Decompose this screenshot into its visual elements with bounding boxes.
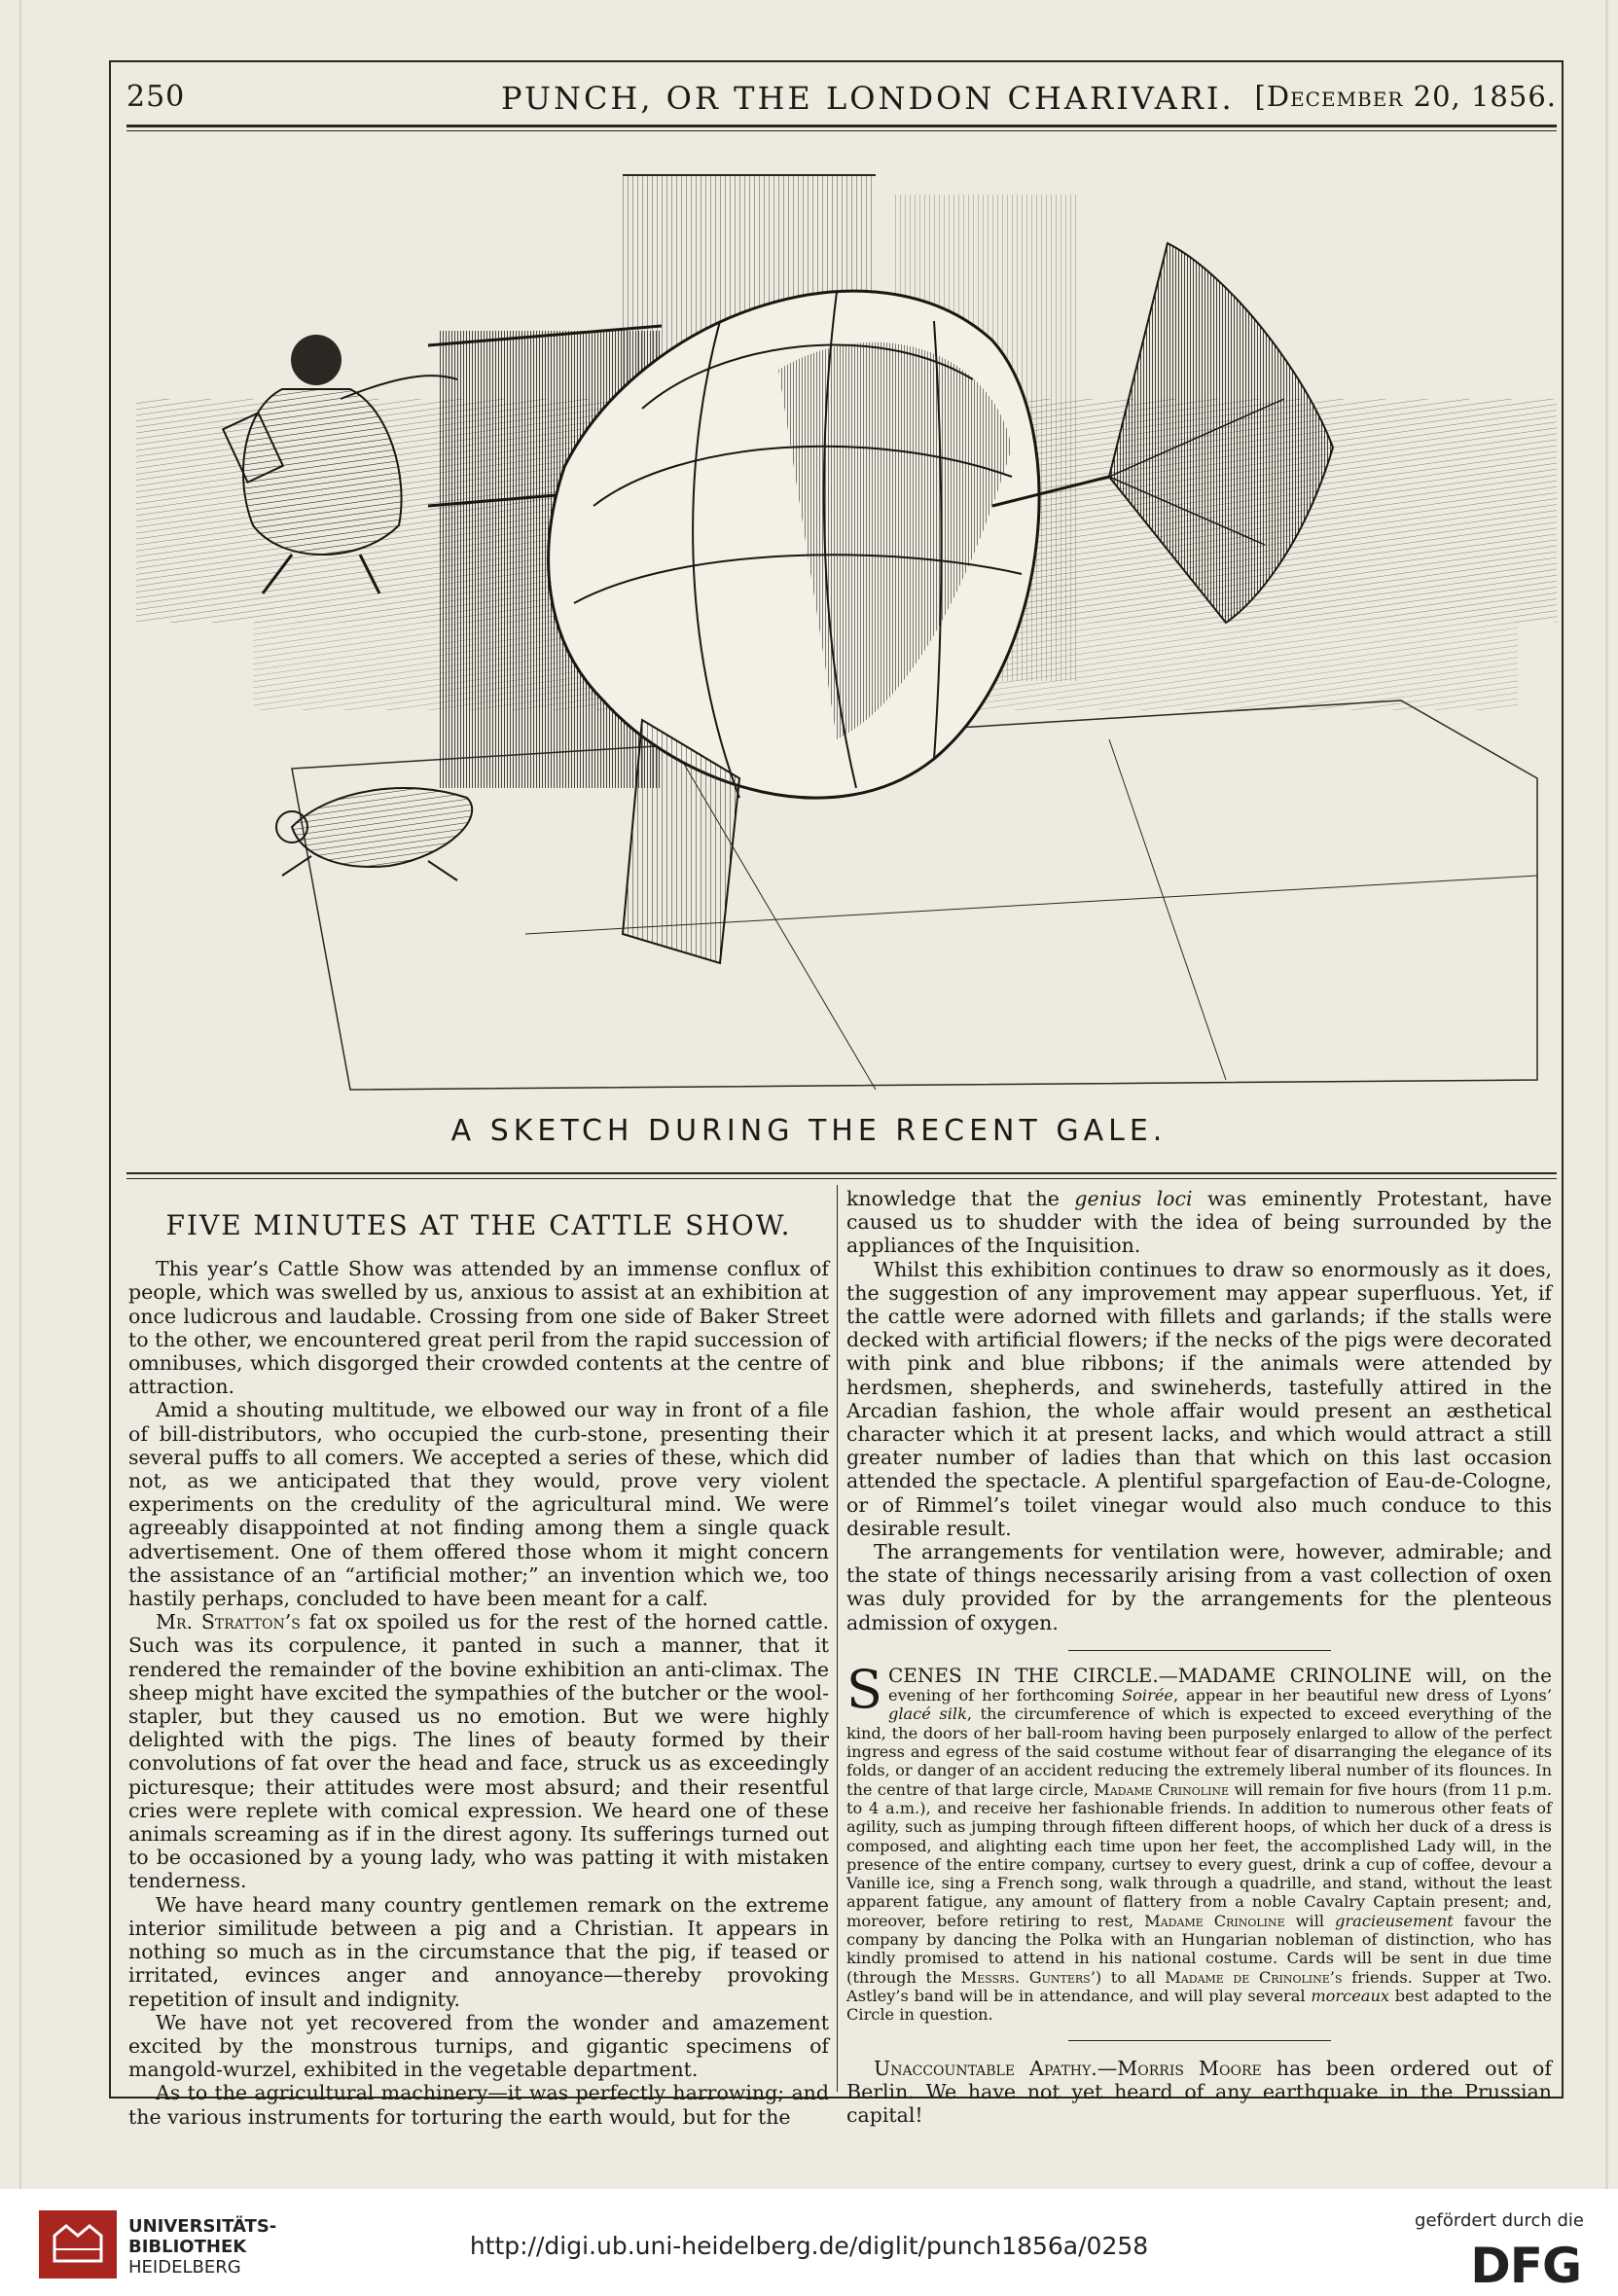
funding-note: gefördert durch die (1415, 2210, 1584, 2231)
article-madame-crinoline (846, 1658, 1553, 2025)
left-column (128, 1187, 829, 2129)
caption-rule-thin (126, 1178, 1557, 1179)
drop-cap: S (846, 1658, 882, 1720)
header-rule (126, 125, 1557, 127)
paragraph: SCENES IN THE CIRCLE.—MADAME CRINOLINE will, on the evening of her forthcoming Soirée, appear in her beautiful new dress of Lyons’ glacé silk, the circumference of which is expected to exceed everything of the kind, the doors of her ball-room having been purposely enlarged to allow of the perfect ingress and egress of the said costume without fear of disarranging the elegance of its folds, or danger of an accident reducing the extremely liberal number of its flounces. In the centre of that large circle, Madame Crinoline will remain for five hours (from 11 p.m. to 4 a.m.), and receive her fashionable friends. In addition to numerous other feats of agility, such as jumping through fifteen different hoops, of which her duck of a dress is composed, and alighting each time upon her feet, the accomplished Lady will, in the presence of the entire company, curtsey to every guest, drink a cup of coffee, devour a Vanille ice, sing a French song, walk through a quadrille, and stand, without the least apparent fatigue, any amount of flattery from a noble Cavalry Captain present; and, moreover, before retiring to rest, Madame Crinoline will gracieusement favour the company by dancing the Polka with an Hungarian nobleman of distinction, who has kindly promised to attend in his national costume. Cards will be sent in due time (through the Messrs. Gunters’) to all Madame de Crinoline’s friends. Supper at Two. Astley’s band will be in attendance, and will play several morceaux best adapted to the Circle in question. (846, 1658, 1553, 2025)
section-separator (1068, 2040, 1331, 2041)
frame-top-rule (109, 60, 1564, 62)
paragraph: Amid a shouting multitude, we elbowed our way in front of a file of bill-distributors, who occupied the curb-stone, presenting their several puffs to all comers. We accepted a series of these, which did not, as we anticipated that they would, prove very violent experiments on the credulity of the agricultural mind. We were agreeably disappointed at not finding among them a single quack advertisement. One of them offered those whom it might concern the assistance of an “artificial mother;” an invention which we, too hastily perhaps, concluded to have been meant for a calf. (128, 1398, 829, 1611)
paragraph: As to the agricultural machinery—it was perfectly harrowing; and the various instruments for torturing the earth would, but for the (128, 2081, 829, 2129)
article-unaccountable-apathy: Unaccountable Apathy.—Morris Moore has been ordered out of Berlin. We have not yet heard of any earthquake in the Prussian capital! (846, 2056, 1552, 2127)
cartoon-illustration (136, 156, 1557, 1119)
article-title-cattle-show: FIVE MINUTES AT THE CATTLE SHOW. (165, 1209, 792, 1241)
paragraph: Whilst this exhibition continues to draw so enormously as it does, the suggestion of any improvement may appear superfluous. Yet, if the cattle were adorned with fillets and garlands; if the stalls were decked with artificial flowers; if the necks of the pigs were decorated with pink and blue ribbons; if the animals were attended by herdsmen, shepherds, and swineherds, tastefully attired in the Arcadian fashion, the whole affair would present an æsthetical character which it at present lacks, and which would attract a still greater number of ladies than that which on this last occasion attended the spectacle. A plentiful spargefaction of Eau-de-Cologne, or of Rimmel’s toilet vinegar would also much conduce to this desirable result. (846, 1257, 1552, 1540)
paragraph: Mr. Stratton’s fat ox spoiled us for the rest of the horned cattle. Such was its corpulence, it panted in such a manner, that it rendered the remainder of the bovine exhibition an anti-climax. The sheep might have excited the sympathies of the butcher or the wool-stapler, but they caused us no emotion. But we were highly delighted with the pigs. The lines of beauty formed by their convolutions of fat over the head and face, struck us as exceedingly picturesque; their attitudes were most absurd; and their resentful cries were replete with comical expression. We heard one of these animals screaming as if in the direst agony. Its sufferings turned out to be occasioned by a young lady, who was patting it with mistaken tenderness. (128, 1610, 829, 1893)
running-title: PUNCH, OR THE LONDON CHARIVARI. (501, 80, 1235, 117)
page-number: 250 (126, 80, 186, 114)
paragraph: We have not yet recovered from the wonder and amazement excited by the monstrous turnips, and gigantic specimens of mangold-wurzel, exhibited in the vegetable department. (128, 2010, 829, 2082)
frame-right-rule (1562, 60, 1564, 2099)
illustration-caption: A SKETCH DURING THE RECENT GALE. (450, 1114, 1168, 1148)
column-divider (837, 1185, 838, 2092)
frame-left-rule (109, 60, 111, 2099)
dfg-logo: DFG (1470, 2238, 1581, 2294)
running-header (126, 80, 1557, 119)
crinoline-woman-figure (549, 291, 1039, 963)
paragraph: The arrangements for ventilation were, however, admirable; and the state of things necessarily arising from a vast collection of oxen was duly provided for by the arrangements for the plenteous admission of oxygen. (846, 1540, 1552, 1634)
digitization-footer (0, 2189, 1618, 2296)
scan-edge-right (1605, 0, 1608, 2189)
header-rule-thin (126, 130, 1557, 131)
right-column (846, 1187, 1552, 2127)
paragraph: This year’s Cattle Show was attended by an immense conflux of people, which was swelled by us, anxious to assist at an exhibition at once ludicrous and laudable. Crossing from one side of Baker Street to the other, we encountered great peril from the rapid succession of omnibuses, which disgorged their crowded contents at the centre of attraction. (128, 1257, 829, 1399)
paragraph: knowledge that the genius loci was eminently Protestant, have caused us to shudder with the idea of being surrounded by the appliances of the Inquisition. (846, 1187, 1552, 1258)
institution-name: UNIVERSITÄTS- BIBLIOTHEK HEIDELBERG (128, 2216, 277, 2278)
caption-rule (126, 1172, 1557, 1174)
section-separator (1068, 1650, 1331, 1651)
paragraph: We have heard many country gentlemen remark on the extreme interior similitude between a pig and a Christian. It appears in nothing so much as in the circumstance that the pig, if teased or irritated, evinces anger and annoyance—thereby provoking repetition of insult and indignity. (128, 1892, 829, 2011)
issue-date: [December 20, 1856. (1254, 80, 1557, 113)
scan-edge-left (19, 0, 21, 2189)
permalink-url[interactable]: http://digi.ub.uni-heidelberg.de/diglit/punch1856a/0258 (469, 2232, 1149, 2260)
lead-line: CENES IN THE CIRCLE.—MADAME CRINOLINE will, on the (888, 1663, 1552, 1687)
running-dog (276, 788, 472, 880)
